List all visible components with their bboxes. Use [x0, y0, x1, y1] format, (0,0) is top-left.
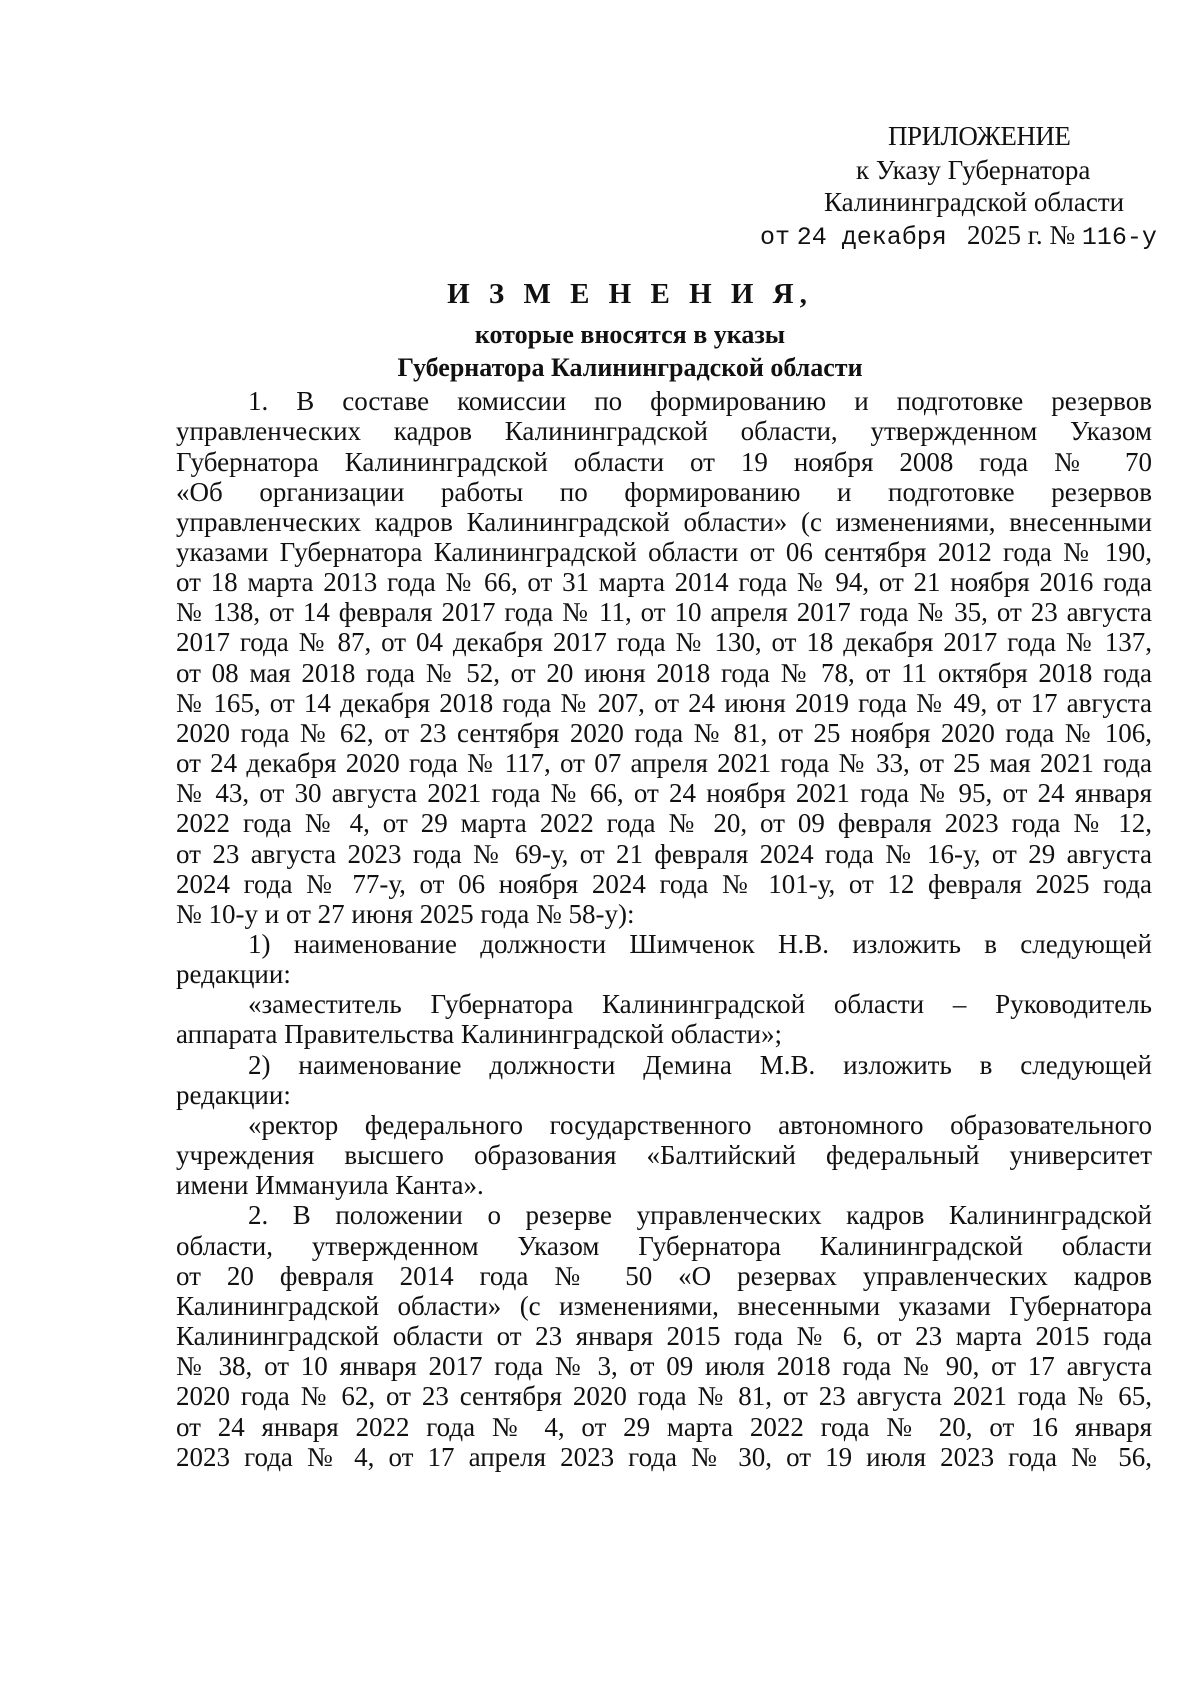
text-line: указами Губернатора Калининградской области от 06 сентября 2012 года № 190, [176, 537, 1152, 567]
text-line: редакции: [176, 1080, 291, 1110]
text-line: учреждения высшего образования «Балтийский федеральный университет [176, 1140, 1152, 1170]
text-line: № 10-у и от 27 июня 2025 года № 58-у): [176, 899, 635, 929]
text-line: от 18 марта 2013 года № 66, от 31 марта 2014 года № 94, от 21 ноября 2016 года [176, 567, 1152, 597]
text-line: «Об организации работы по формированию и подготовке резервов [176, 477, 1152, 507]
heading-subtitle-1: которые вносятся в указы [474, 320, 786, 349]
text-line: 1. В составе комиссии по формированию и подготовке резервов [248, 386, 1152, 416]
text-line: управленческих кадров Калининградской области, утвержденном Указом [176, 416, 1152, 446]
text-line: № 38, от 10 января 2017 года № 3, от 09 июля 2018 года № 90, от 17 августа [176, 1351, 1152, 1381]
text-line: 2) наименование должности Демина М.В. изложить в следующей [248, 1050, 1152, 1080]
text-line: Губернатора Калининградской области от 19 ноября 2008 года № 70 [176, 447, 1152, 477]
text-line: 2020 года № 62, от 23 сентября 2020 года № 81, от 23 августа 2021 года № 65, [176, 1381, 1152, 1411]
text-line: «заместитель Губернатора Калининградской области – Руководитель [248, 989, 1152, 1019]
text-line: 2022 года № 4, от 29 марта 2022 года № 20, от 09 февраля 2023 года № 12, [176, 808, 1152, 838]
text-line: управленческих кадров Калининградской области» (с изменениями, внесенными [176, 507, 1152, 537]
text-line: 2024 года № 77-у, от 06 ноября 2024 года № 101-у, от 12 февраля 2025 года [176, 869, 1152, 899]
heading-subtitle-2: Губернатора Калининградской области [397, 353, 863, 382]
text-line: 2017 года № 87, от 04 декабря 2017 года № 130, от 18 декабря 2017 года № 137, [176, 627, 1152, 657]
heading-main: И З М Е Н Е Н И Я, [447, 278, 813, 310]
text-line: 2020 года № 62, от 23 сентября 2020 года № 81, от 25 ноября 2020 года № 106, [176, 718, 1152, 748]
date-typed: 24 декабря [796, 223, 947, 252]
appendix-header [0, 0, 1200, 260]
date-prefix: от [760, 223, 791, 252]
text-line: от 23 августа 2023 года № 69-у, от 21 февраля 2024 года № 16-у, от 29 августа [176, 839, 1152, 869]
text-line: № 43, от 30 августа 2021 года № 66, от 24 ноября 2021 года № 95, от 24 января [176, 778, 1152, 808]
text-line: № 138, от 14 февраля 2017 года № 11, от 10 апреля 2017 года № 35, от 23 августа [176, 597, 1152, 627]
text-line: аппарата Правительства Калининградской области»; [176, 1019, 782, 1049]
text-line: от 24 января 2022 года № 4, от 29 марта 2022 года № 20, от 16 января [176, 1412, 1152, 1442]
text-line: имени Иммануила Канта». [176, 1170, 484, 1200]
text-line: 1) наименование должности Шимченок Н.В. изложить в следующей [248, 929, 1152, 959]
appendix-line-decree: к Указу Губернатора [856, 155, 1091, 185]
text-line: области, утвержденном Указом Губернатора Калининградской области [176, 1231, 1152, 1261]
date-year: 2025 г. № [967, 220, 1076, 250]
appendix-line-region: Калининградской области [824, 187, 1125, 217]
text-line: редакции: [176, 959, 291, 989]
decree-number: 116-у [1081, 223, 1157, 252]
text-line: 2023 года № 4, от 17 апреля 2023 года № 30, от 19 июля 2023 года № 56, [176, 1442, 1152, 1472]
text-line: от 24 декабря 2020 года № 117, от 07 апреля 2021 года № 33, от 25 мая 2021 года [176, 748, 1152, 778]
appendix-title: ПРИЛОЖЕНИЕ [888, 121, 1071, 151]
text-line: от 08 мая 2018 года № 52, от 20 июня 2018 года № 78, от 11 октября 2018 года [176, 658, 1152, 688]
appendix-date-line [760, 219, 1157, 254]
text-line: № 165, от 14 декабря 2018 года № 207, от 24 июня 2019 года № 49, от 17 августа [176, 688, 1152, 718]
text-line: Калининградской области от 23 января 2015 года № 6, от 23 марта 2015 года [176, 1321, 1152, 1351]
text-line: от 20 февраля 2014 года № 50 «О резервах управленческих кадров [176, 1261, 1152, 1291]
text-line: Калининградской области» (с изменениями, внесенными указами Губернатора [176, 1291, 1152, 1321]
text-line: «ректор федерального государственного автономного образовательного [248, 1110, 1152, 1140]
text-line: 2. В положении о резерве управленческих кадров Калининградской [248, 1200, 1152, 1230]
